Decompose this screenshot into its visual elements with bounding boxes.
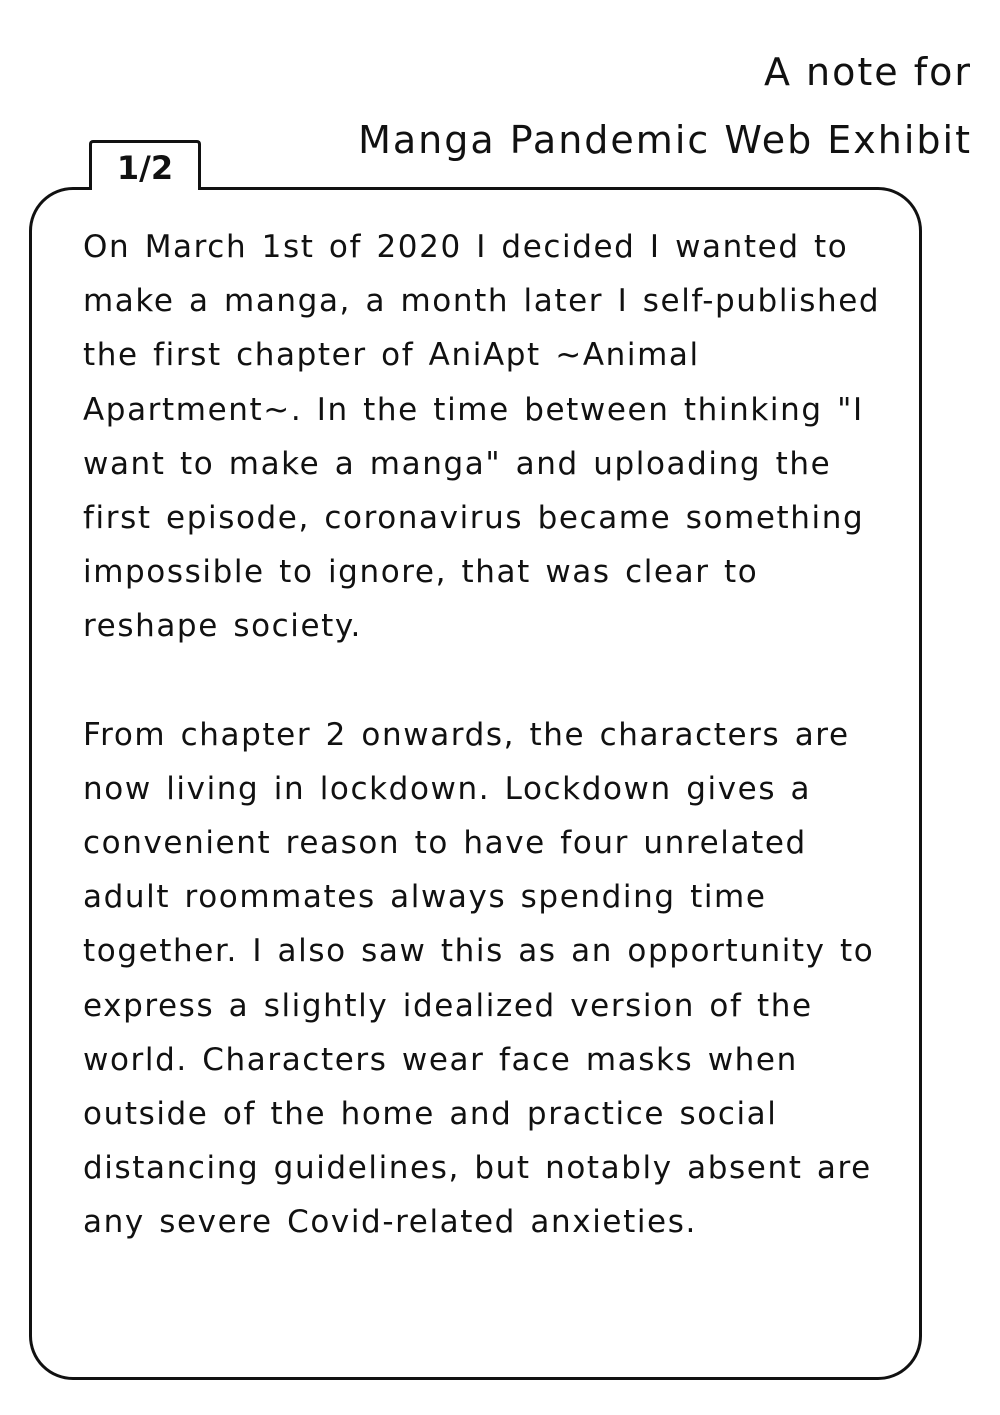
note-box [29,187,922,1380]
paragraph-2: From chapter 2 onwards, the characters are now living in lockdown. Lockdown gives a convenient reason to have four unrelated adult roommates always spending time together. I also saw this as an opportunity to express a slightly idealized version of the world. Characters wear face masks when outside of the home and practice social distancing guidelines, but notably absent are any severe Covid-related anxieties. [83,716,875,1241]
paragraph-1: On March 1st of 2020 I decided I wanted to make a manga, a month later I self-published the first chapter of AniApt ~Animal Apartment~. In the time between thinking "I want to make a manga" and uploading the first episode, coronavirus became something impossible to ignore, that was clear to reshape society. [83,229,881,645]
page-indicator-tab: 1/2 [89,140,201,190]
page-header [358,38,972,174]
note-body [83,220,883,1250]
header-title: Manga Pandemic Web Exhibit [358,118,972,162]
header-line-1: A note for [763,50,972,94]
